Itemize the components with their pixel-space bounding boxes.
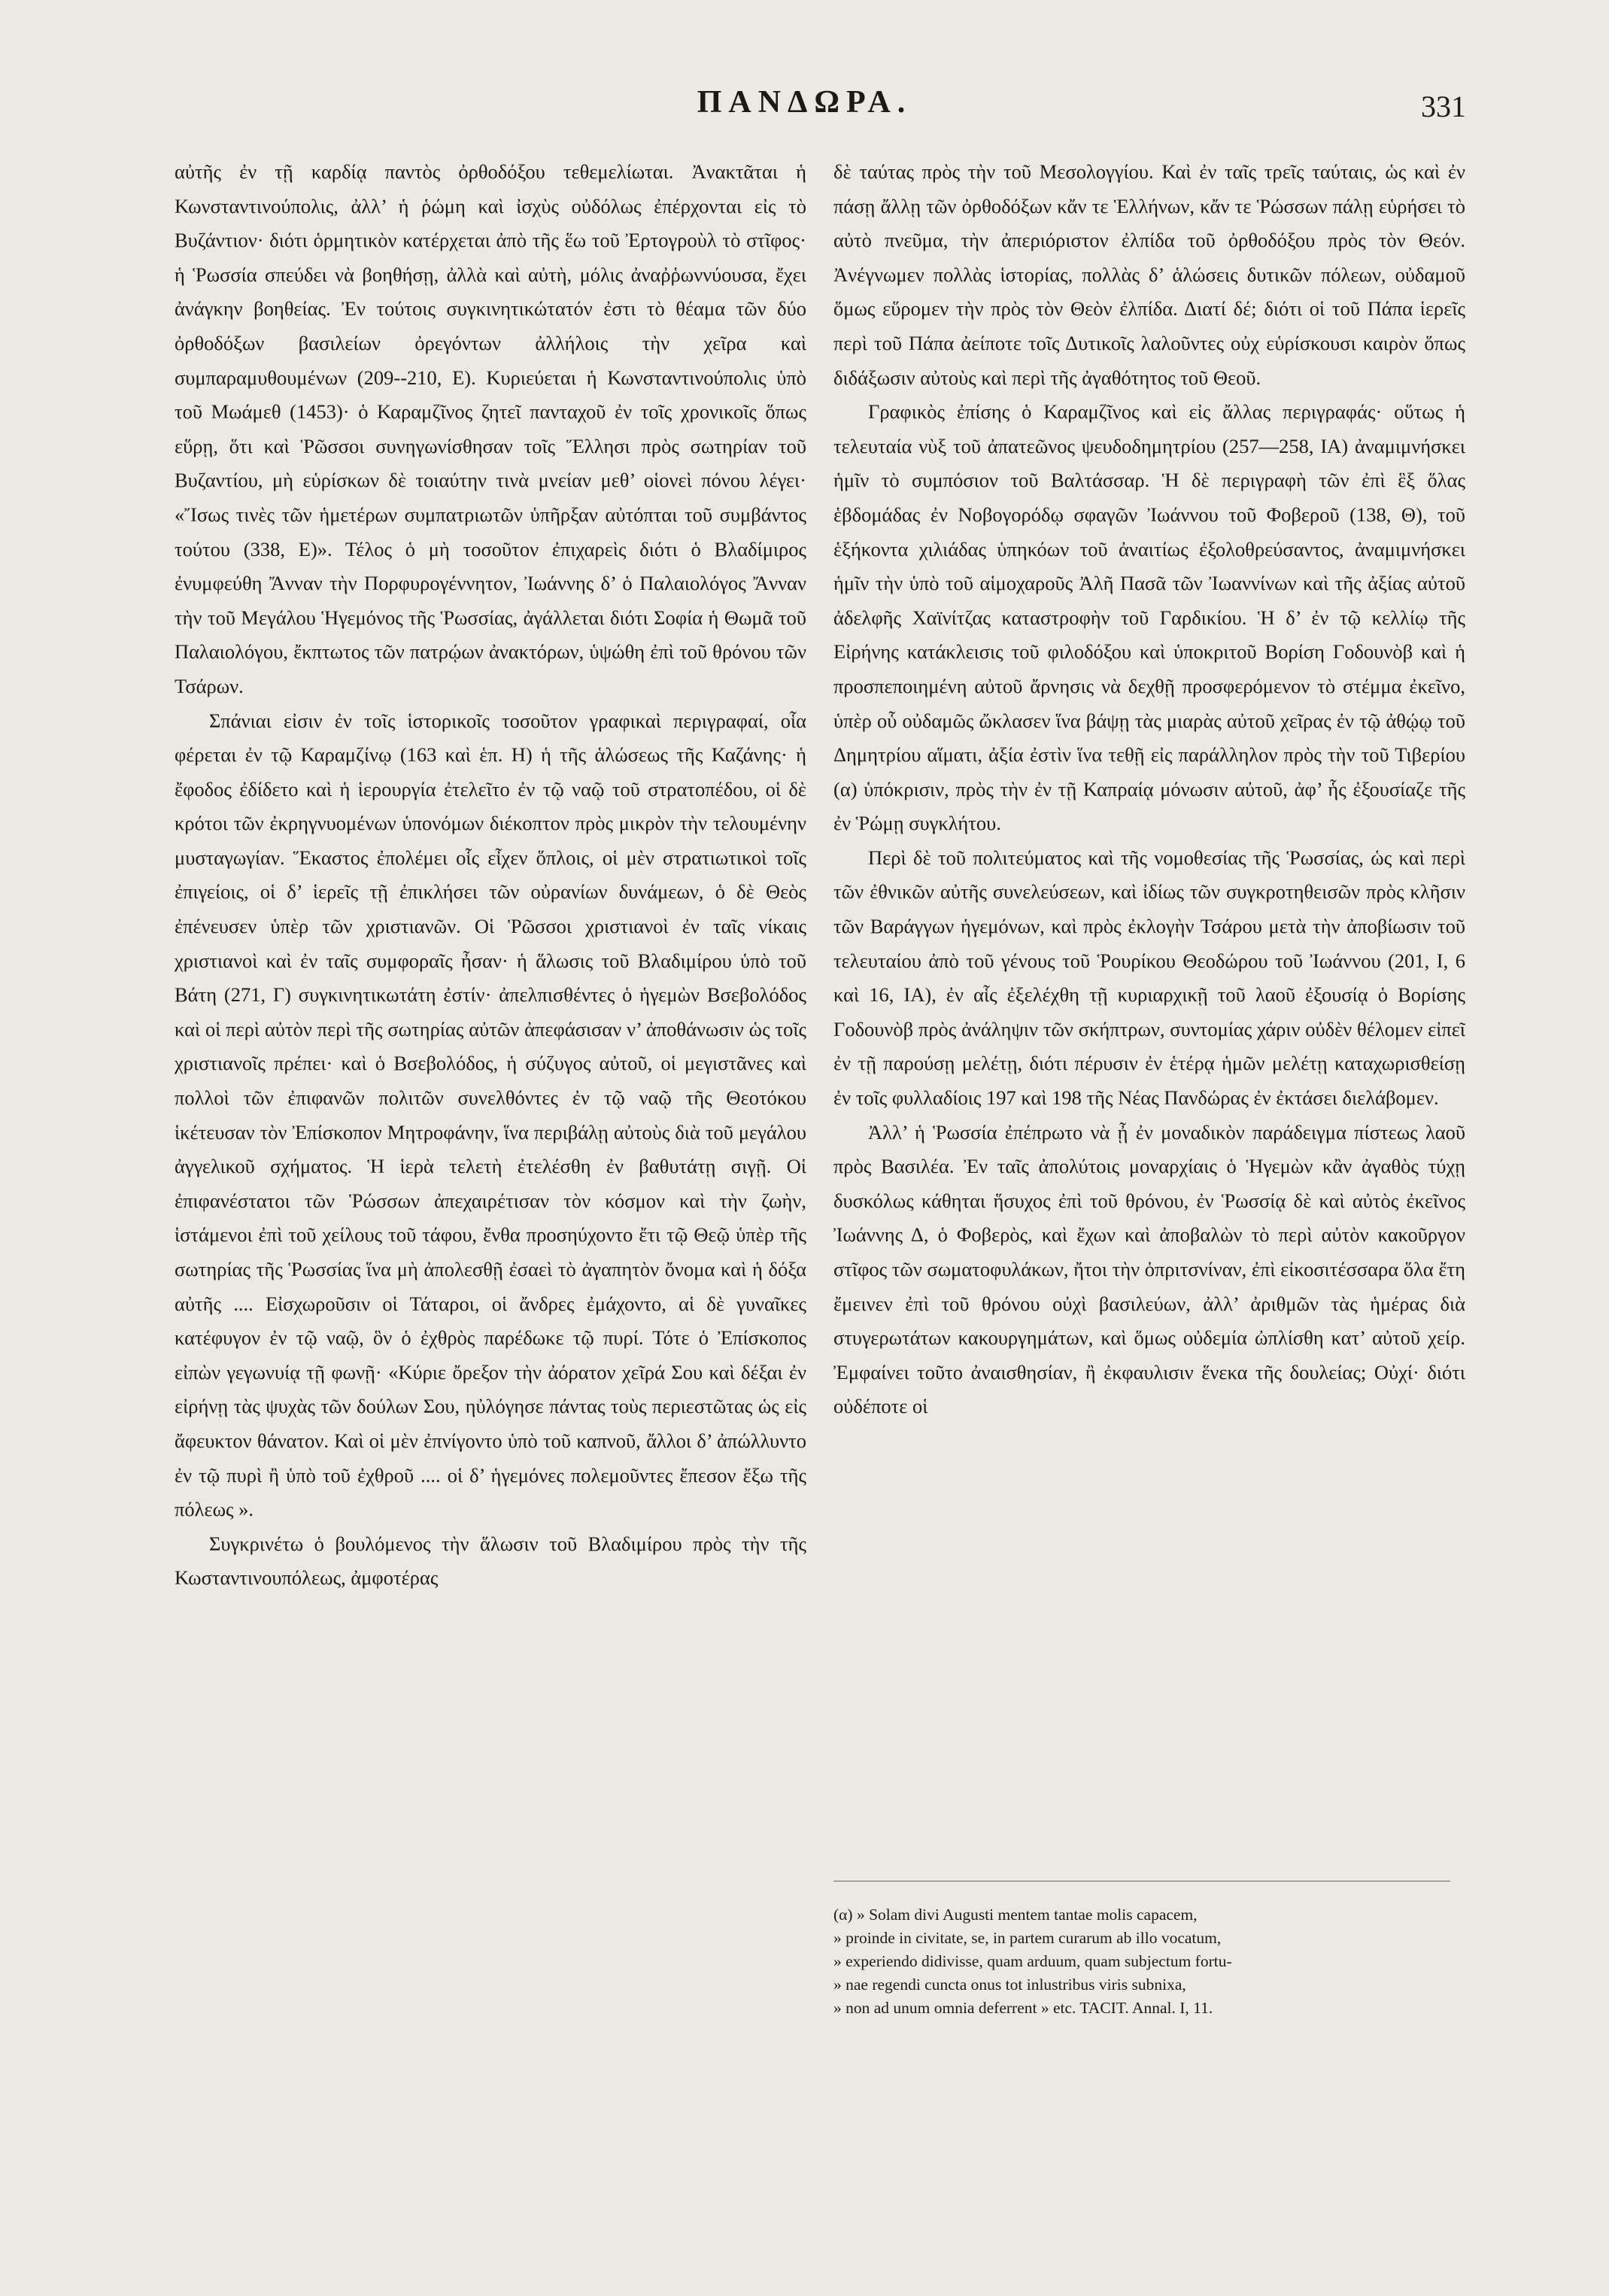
- footnote-line: » proinde in civitate, se, in partem curarum ab illo vocatum,: [833, 1929, 1222, 1947]
- paragraph: αὐτῆς ἐν τῇ καρδίᾳ παντὸς ὀρθοδόξου τεθεμελίωται. Ἀνακτᾶται ἡ Κωνσταντινούπολις, ἀλλ’ ἡ ῥώμη καὶ ἰσχὺς οὐδόλως ἐπέρχονται εἰς τὸ Βυζάντιον· διότι ὁρμητικὸν κατέρχεται ἀπὸ τῆς ἕω τοῦ Ἐρτογροὺλ τὸ στῖφος· ἡ Ῥωσσία σπεύδει νὰ βοηθήσῃ, ἀλλὰ καὶ αὐτὴ, μόλις ἀναῤῥωννύουσα, ἔχει ἀνάγκην βοηθείας. Ἐν τούτοις συγκινητικώτατόν ἐστι τὸ θέαμα τῶν δύο ὀρθοδόξων βασιλείων ὀρεγόντων ἀλλήλοις τὴν χεῖρα καὶ συμπαραμυθουμένων (209--210, Ε). Κυριεύεται ἡ Κωνσταντινούπολις ὑπὸ τοῦ Μωάμεθ (1453)· ὁ Καραμζῖνος ζητεῖ πανταχοῦ ἐν τοῖς χρονικοῖς ὅπως εὕρῃ, ὅτι καὶ Ῥῶσσοι συνηγωνίσθησαν τοῖς Ἕλλησι πρὸς σωτηρίαν τοῦ Βυζαντίου, μὴ εὑρίσκων δὲ τοιαύτην τινὰ μνείαν μεθ’ οἱονεὶ πόνου λέγει· «Ἴσως τινὲς τῶν ἡμετέρων συμπατριωτῶν ὑπῆρξαν αὐτόπται τοῦ συμβάντος τούτου (338, Ε)». Τέλος ὁ μὴ τοσοῦτον ἐπιχαρεὶς διότι ὁ Βλαδίμιρος ἐνυμφεύθη Ἄνναν τὴν Πορφυρογέννητον, Ἰωάννης δ’ ὁ Παλαιολόγος Ἄνναν τὴν τοῦ Μεγάλου Ἡγεμόνος τῆς Ῥωσσίας, ἀγάλλεται διότι Σοφία ἡ Θωμᾶ τοῦ Παλαιολόγου, ἔκπτωτος τῶν πατρῴων ἀνακτόρων, ὑψώθη ἐπὶ τοῦ θρόνου τῶν Τσάρων.: [175, 160, 806, 697]
- paragraph: δὲ ταύτας πρὸς τὴν τοῦ Μεσολογγίου. Καὶ ἐν ταῖς τρεῖς ταύταις, ὡς καὶ ἐν πάσῃ ἄλλῃ τῶν ὀρθοδόξων κἄν τε Ἑλλήνων, κἄν τε Ῥώσσων πάλῃ εὑρήσει τὸ αὐτὸ πνεῦμα, τὴν ἀπεριόριστον ἐλπίδα τοῦ ὀρθοδόξου πρὸς τὸν Θεόν. Ἀνέγνωμεν πολλὰς ἱστορίας, πολλὰς δ’ ἁλώσεις δυτικῶν πόλεων, οὐδαμοῦ ὅμως εὕρομεν τὴν πρὸς τὸν Θεὸν ἐλπίδα. Διατί δέ; διότι οἱ τοῦ Πάπα ἱερεῖς περὶ τοῦ Πάπα ἀείποτε τοῖς Δυτικοῖς λαλοῦντες οὐχ εὑρίσκουσι καιρὸν ὅπως διδάξωσιν αὐτοὺς καὶ περὶ τῆς ἀγαθότητος τοῦ Θεοῦ.: [833, 160, 1465, 389]
- page-number: 331: [1421, 90, 1466, 123]
- paragraph: Σπάνιαι εἰσιν ἐν τοῖς ἱστορικοῖς τοσοῦτον γραφικαὶ περιγραφαί, οἷα φέρεται ἐν τῷ Καραμζίνῳ (163 καὶ ἑπ. Η) ἡ τῆς ἁλώσεως τῆς Καζάνης· ἡ ἔφοδος ἐδίδετο καὶ ἡ ἱερουργία ἐτελεῖτο ἐν τῷ ναῷ τοῦ στρατοπέδου, οἱ δὲ κρότοι τῶν ἐκρηγνυομένων ὑπονόμων διέκοπτον πρὸς μικρὸν τὴν τελουμένην μυσταγωγίαν. Ἕκαστος ἐπολέμει οἷς εἶχεν ὅπλοις, οἱ μὲν στρατιωτικοὶ τοῖς ἐπιγείοις, οἱ δ’ ἱερεῖς τῇ ἐπικλήσει τῶν οὐρανίων δυνάμεων, ὁ δὲ Θεὸς ἐπένευσεν ὑπὲρ τῶν χριστιανῶν. Οἱ Ῥῶσσοι χριστιανοὶ ἐν ταῖς νίκαις χριστιανοὶ καὶ ἐν ταῖς συμφοραῖς ἦσαν· ἡ ἅλωσις τοῦ Βλαδιμίρου ὑπὸ τοῦ Βάτη (271, Γ) συγκινητικωτάτη ἐστίν· ἀπελπισθέντες ὁ ἡγεμὼν Βσεβολόδος καὶ οἱ περὶ αὐτὸν περὶ τῆς σωτηρίας αὐτῶν ἀπεφάσισαν ν’ ἀποθάνωσιν ὡς τοῖς χριστιανοῖς πρέπει· καὶ ὁ Βσεβολόδος, ἡ σύζυγος αὐτοῦ, οἱ μεγιστᾶνες καὶ πολλοὶ τῶν ἐπιφανῶν πολιτῶν συνελθόντες ἐν τῷ ναῷ τῆς Θεοτόκου ἱκέτευσαν τὸν Ἐπίσκοπον Μητροφάνην, ἵνα περιβάλῃ αὐτοὺς διὰ τοῦ μεγάλου ἀγγελικοῦ σχήματος. Ἡ ἱερὰ τελετὴ ἐτελέσθη ἐν βαθυτάτῃ σιγῇ. Οἱ ἐπιφανέστατοι τῶν Ῥώσσων ἀπεχαιρέτισαν τὸν κόσμον καὶ τὴν ζωὴν, ἱστάμενοι ἐπὶ τοῦ χείλους τοῦ τάφου, ἔνθα προσηύχοντο ἔτι τῷ Θεῷ ὑπὲρ τῆς σωτηρίας τῆς Ῥωσσίας ἵνα μὴ ἀπολεσθῇ ἐσαεὶ τὸ ἀγαπητὸν ὄνομα καὶ ἡ δόξα αὐτῆς .... Εἰσχωροῦσιν οἱ Τάταροι, οἱ ἄνδρες ἐμάχοντο, αἱ δὲ γυναῖκες κατέφυγον ἐν τῷ ναῷ, ὃν ὁ ἐχθρὸς παρέδωκε τῷ πυρί. Τότε ὁ Ἐπίσκοπος εἰπὼν γεγωνυίᾳ τῇ φωνῇ· «Κύριε ὄρεξον τὴν ἀόρατον χεῖρά Σου καὶ δέξαι ἐν εἰρήνῃ τὰς ψυχὰς τῶν δούλων Σου, ηὐλόγησε πάντας τοὺς περιεστῶτας ὡς εἰς ἄφευκτον θάνατον. Καὶ οἱ μὲν ἐπνίγοντο ὑπὸ τοῦ καπνοῦ, ἄλλοι δ’ ἀπώλλυντο ἐν τῷ πυρὶ ἢ ὑπὸ τοῦ ἐχθροῦ .... οἱ δ’ ἡγεμόνες πολεμοῦντες ἔπεσον ἔξω τῆς πόλεως ».: [175, 709, 806, 1521]
- footnote-line: » non ad unum omnia deferrent » etc. TACIT. Annal. I, 11.: [833, 1999, 1213, 2017]
- footnote-line: » nae regendi cuncta onus tot inlustribus viris subnixa,: [833, 1976, 1186, 1994]
- left-column: [175, 155, 806, 1596]
- paragraph: Συγκρινέτω ὁ βουλόμενος τὴν ἅλωσιν τοῦ Βλαδιμίρου πρὸς τὴν τῆς Κωσταντινουπόλεως, ἀμφοτέρας: [175, 1532, 806, 1590]
- running-title: ΠΑΝΔΩΡΑ.: [697, 85, 912, 120]
- paragraph: Ἀλλ’ ἡ Ῥωσσία ἐπέπρωτο νὰ ᾖ ἐν μοναδικὸν παράδειγμα πίστεως λαοῦ πρὸς Βασιλέα. Ἐν ταῖς ἀπολύτοις μοναρχίαις ὁ Ἡγεμὼν κἂν ἀγαθὸς τύχῃ δυσκόλως κάθηται ἥσυχος ἐπὶ τοῦ θρόνου, ἐν Ῥωσσίᾳ δὲ καὶ αὐτὸς ἐκεῖνος Ἰωάννης Δ, ὁ Φοβερὸς, καὶ ἔχων καὶ ἀποβαλὼν τὸ περὶ αὐτὸν κακοῦργον στῖφος τῶν σωματοφυλάκων, ἤτοι τὴν ὀπριτσνίναν, ἐπὶ εἰκοσιτέσσαρα ὅλα ἔτη ἔμεινεν ἐπὶ τοῦ θρόνου οὐχὶ βασιλεύων, ἀλλ’ ἀριθμῶν τὰς ἡμέρας διὰ στυγερωτάτων κακουργημάτων, καὶ ὅμως οὐδεμία ὠπλίσθη κατ’ αὐτοῦ χείρ. Ἐμφαίνει τοῦτο ἀναισθησίαν, ἢ ἐκφαυλισιν ἕνεκα τῆς δουλείας; Οὐχί· διότι οὐδέποτε οἱ: [833, 1120, 1465, 1418]
- footnote-line: (α) » Solam divi Augusti mentem tantae molis capacem,: [833, 1906, 1198, 1924]
- right-column-body: [833, 155, 1465, 1878]
- paragraph: Γραφικὸς ἐπίσης ὁ Καραμζῖνος καὶ εἰς ἄλλας περιγραφάς· οὕτως ἡ τελευταία νὺξ τοῦ ἀπατεῶνος ψευδοδημητρίου (257—258, ΙΑ) ἀναμιμνήσκει ἡμῖν τὸ συμπόσιον τοῦ Βαλτάσσαρ. Ἡ δὲ περιγραφὴ τῶν ἐπὶ ἓξ ὅλας ἑβδομάδας ἐν Νοβογορόδῳ σφαγῶν Ἰωάννου τοῦ Φοβεροῦ (138, Θ), τοῦ ἑξήκοντα χιλιάδας ὑπηκόων τοῦ ἀναιτίως ἐξολοθρεύσαντος, ἀναμιμνήσκει ἡμῖν τὴν ὑπὸ τοῦ αἱμοχαροῦς Ἀλῆ Πασᾶ τῶν Ἰωαννίνων καὶ τῆς ἀξίας αὐτοῦ ἀδελφῆς Χαϊνίτζας καταστροφὴν τοῦ Γαρδικίου. Ἡ δ’ ἐν τῷ κελλίῳ τῆς Εἰρήνης κατάκλεισις τοῦ φιλοδόξου καὶ ὑποκριτοῦ Βορίση Γοδουνὸβ καὶ ἡ προσπεποιημένη αὐτοῦ ἄρνησις νὰ δεχθῇ προσφερόμενον τὸ στέμμα ἐκεῖνο, ὑπὲρ οὗ οὐδαμῶς ὤκλασεν ἵνα βάψῃ τὰς μιαρὰς αὐτοῦ χεῖρας ἐν τῷ ἀθῴῳ τοῦ Δημητρίου αἵματι, ἀξία ἐστὶν ἵνα τεθῇ εἰς παράλληλον πρὸς τὴν τοῦ Τιβερίου (α) ὑπόκρισιν, πρὸς τὴν ἐν τῇ Καπραίᾳ μόνωσιν αὐτοῦ, ἀφ’ ἧς ἐξουσίαζε τῆς ἐν Ῥώμῃ συγκλήτου.: [833, 400, 1465, 835]
- footnote: [833, 1903, 1465, 2020]
- right-column: [833, 155, 1465, 1878]
- paragraph: Περὶ δὲ τοῦ πολιτεύματος καὶ τῆς νομοθεσίας τῆς Ῥωσσίας, ὡς καὶ περὶ τῶν ἐθνικῶν αὐτῆς συνελεύσεων, καὶ ἰδίως τῶν συγκροτηθεισῶν πρὸς κλῆσιν τῶν Βαράγγων ἡγεμόνων, καὶ πρὸς ἐκλογὴν Τσάρου μετὰ τὴν ἀποβίωσιν τοῦ τελευταίου ἀπὸ τοῦ γένους τοῦ Ῥουρίκου Θεοδώρου τοῦ Ἰωάννου (201, Ι, 6 καὶ 16, ΙΑ), ἐν αἷς ἐξελέχθη τῇ κυριαρχικῇ τοῦ λαοῦ ἐξουσίᾳ ὁ Βορίσης Γοδουνὸβ πρὸς ἀνάληψιν τῶν σκήπτρων, συντομίας χάριν οὐδὲν θέλομεν εἰπεῖ ἐν τῇ παρούσῃ μελέτῃ, διότι πέρυσιν ἐν ἑτέρᾳ ἡμῶν μελέτῃ καταχωρισθείσῃ ἐν τοῖς φυλλαδίοις 197 καὶ 198 τῆς Νέας Πανδώρας ἐν ἐκτάσει διελάβομεν.: [833, 846, 1465, 1110]
- footnote-line: » experiendo didivisse, quam arduum, quam subjectum fortu-: [833, 1952, 1232, 1970]
